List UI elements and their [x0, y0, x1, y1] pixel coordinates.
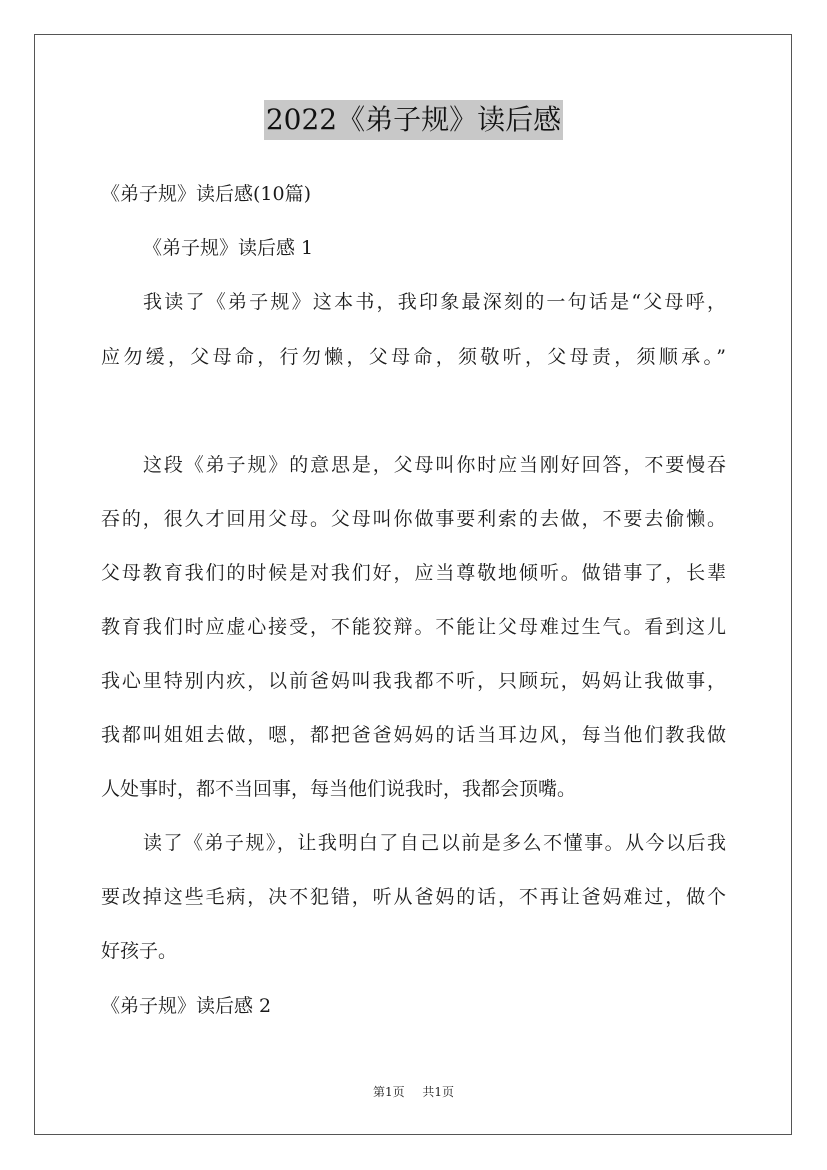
- section-heading-2: 《弟子规》读后感 2: [101, 995, 272, 1017]
- paragraph-line: 人处事时，都不当回事，每当他们说我时，我都会顶嘴。: [101, 778, 577, 800]
- paragraph-line: 应勿缓，父母命，行勿懒，父母命，须敬听，父母责，须顺承。”: [101, 346, 726, 368]
- paragraph-line: 要改掉这些毛病，决不犯错，听从爸妈的话，不再让爸妈难过，做个: [101, 886, 726, 908]
- document-title: 2022《弟子规》读后感: [264, 100, 563, 140]
- paragraph-line: 教育我们时应虚心接受，不能狡辩。不能让父母难过生气。看到这儿: [101, 616, 726, 638]
- title-container: [0, 100, 827, 140]
- section-heading-1: 《弟子规》读后感 1: [143, 237, 314, 259]
- paragraph-line: 我心里特别内疚，以前爸妈叫我我都不听，只顾玩，妈妈让我做事，: [101, 670, 726, 692]
- paragraph-line: 我都叫姐姐去做，嗯，都把爸爸妈妈的话当耳边风，每当他们教我做: [101, 724, 726, 746]
- paragraph-line: 吞的，很久才回用父母。父母叫你做事要利索的去做，不要去偷懒。: [101, 508, 726, 530]
- paragraph-line: 我读了《弟子规》这本书，我印象最深刻的一句话是“父母呼，: [143, 291, 726, 313]
- page-footer: [0, 1083, 827, 1101]
- paragraph-line: 好孩子。: [101, 940, 178, 962]
- paragraph-line: 父母教育我们的时候是对我们好，应当尊敬地倾听。做错事了，长辈: [101, 562, 726, 584]
- page-total: 共1页: [422, 1085, 454, 1099]
- subtitle: 《弟子规》读后感(10篇): [101, 183, 312, 205]
- paragraph-line: 这段《弟子规》的意思是，父母叫你时应当刚好回答，不要慢吞: [143, 454, 726, 476]
- page-number: 第1页: [373, 1085, 405, 1099]
- paragraph-line: 读了《弟子规》，让我明白了自己以前是多么不懂事。从今以后我: [143, 832, 726, 854]
